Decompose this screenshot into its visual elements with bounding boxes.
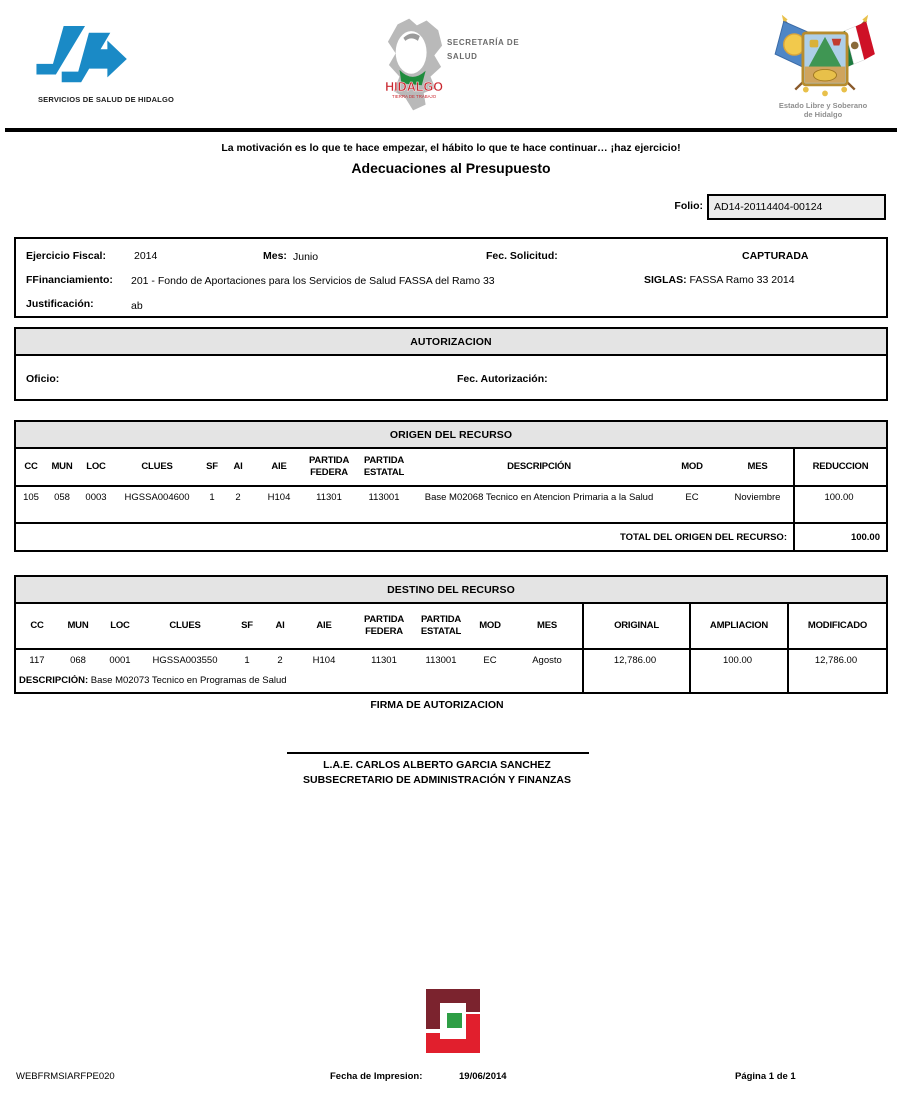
destino-aie: H104 (312, 655, 336, 666)
origen-loc: 0003 (78, 486, 114, 523)
origen-title: ORIGEN DEL RECURSO (16, 422, 886, 449)
origen-mun: 058 (46, 486, 78, 523)
destino-partida-federa: 11301 (371, 655, 397, 666)
siglas-value: FASSA Ramo 33 2014 (689, 274, 795, 286)
destino-descripcion-value: Base M02073 Tecnico en Programas de Salud (90, 675, 287, 686)
origen-data-row (16, 486, 886, 523)
origen-aie: H104 (252, 486, 306, 523)
origen-mes: Noviembre (722, 486, 794, 523)
destino-header-row (16, 604, 886, 649)
autorizacion-section (14, 327, 888, 401)
origen-ai: 2 (224, 486, 252, 523)
origen-col-clues: CLUES (114, 449, 200, 486)
origen-col-ai: AI (224, 449, 252, 486)
autorizacion-title: AUTORIZACION (16, 329, 886, 356)
page-title: Adecuaciones al Presupuesto (351, 160, 551, 176)
hidalgo-tagline: TIERRA DE TRABAJO (391, 93, 437, 99)
secretaria-line1: SECRETARÍA DE (447, 38, 520, 47)
destino-ai: 2 (277, 655, 283, 666)
signature-line (287, 752, 589, 754)
destino-descripcion-cell (16, 675, 583, 692)
status-badge: CAPTURADA (742, 250, 809, 262)
destino-title: DESTINO DEL RECURSO (16, 577, 886, 604)
destino-ampliacion: 100.00 (690, 649, 788, 675)
oficio-label: Oficio: (26, 373, 60, 385)
siglas-label: SIGLAS: (644, 274, 687, 286)
header-divider (5, 128, 897, 132)
destino-col-sf: SF (228, 604, 266, 649)
destino-mod: EC (483, 655, 497, 666)
fec-solicitud-label: Fec. Solicitud: (486, 250, 558, 262)
origen-col-aie: AIE (252, 449, 306, 486)
request-info-box (14, 237, 888, 318)
destino-col-ai: AI (266, 604, 294, 649)
destino-clues: HGSSA003550 (152, 655, 218, 666)
origen-descripcion: Base M02068 Tecnico en Atencion Primaria a la Salud (416, 486, 662, 523)
ejercicio-fiscal-value: 2014 (134, 250, 158, 262)
folio-value-box: AD14-20114404-00124 (707, 194, 886, 220)
origen-table (16, 449, 886, 550)
origen-col-partida-federa: PARTIDA FEDERA (306, 449, 352, 486)
destino-col-ampliacion: AMPLIACION (690, 604, 788, 649)
destino-data-row (16, 649, 886, 675)
origen-cc: 105 (16, 486, 46, 523)
destino-table (16, 604, 886, 692)
destino-section (14, 575, 888, 694)
origen-reduccion: 100.00 (794, 486, 886, 523)
coat-of-arms-caption (748, 101, 898, 119)
destino-col-mod: MOD (468, 604, 512, 649)
destino-col-original: ORIGINAL (583, 604, 690, 649)
origen-header-row (16, 449, 886, 486)
financiamiento-value: 201 - Fondo de Aportaciones para los Servicios de Salud FASSA del Ramo 33 (131, 275, 495, 287)
ssh-logo-caption: SERVICIOS DE SALUD DE HIDALGO (37, 95, 175, 104)
coat-of-arms-icon (762, 9, 888, 108)
destino-descripcion-row (16, 675, 886, 692)
destino-descripcion-label: DESCRIPCIÓN: (19, 675, 89, 686)
destino-cc: 117 (29, 655, 45, 666)
origen-col-mod: MOD (662, 449, 722, 486)
destino-mes: Agosto (532, 655, 562, 666)
footer-logo-icon (418, 985, 488, 1062)
hidalgo-emblem-icon (386, 15, 444, 120)
origen-col-sf: SF (200, 449, 224, 486)
destino-loc: 0001 (109, 655, 131, 666)
origen-partida-estatal: 113001 (352, 486, 416, 523)
origen-col-mun: MUN (46, 449, 78, 486)
origen-partida-federa: 11301 (306, 486, 352, 523)
mes-label: Mes: (263, 250, 287, 262)
origen-total-label: TOTAL DEL ORIGEN DEL RECURSO: (620, 531, 787, 543)
siglas-field (644, 274, 795, 286)
motto-text: La motivación es lo que te hace empezar, el hábito lo que te hace continuar… ¡haz ejercicio! (221, 142, 681, 154)
destino-col-partida-estatal: PARTIDA ESTATAL (414, 604, 468, 649)
signatory-role: SUBSECRETARIO DE ADMINISTRACIÓN Y FINANZAS (303, 774, 571, 786)
destino-col-partida-federa: PARTIDA FEDERA (354, 604, 414, 649)
justificacion-label: Justificación: (26, 298, 94, 310)
origen-col-partida-estatal: PARTIDA ESTATAL (352, 449, 416, 486)
destino-sf: 1 (244, 655, 250, 666)
origen-total-row (16, 523, 886, 550)
mes-value: Junio (293, 251, 319, 263)
fec-autorizacion-label: Fec. Autorización: (457, 373, 548, 385)
footer-fecha-label: Fecha de Impresion: (330, 1071, 423, 1082)
origen-col-descripcion: DESCRIPCIÓN (416, 449, 662, 486)
coat-caption-line2: de Hidalgo (803, 110, 843, 119)
destino-mun: 068 (70, 655, 86, 666)
destino-col-cc: CC (16, 604, 58, 649)
justificacion-value: ab (131, 300, 143, 312)
footer-form-code: WEBFRMSIARFPE020 (16, 1071, 115, 1082)
origen-mod: EC (662, 486, 722, 523)
signatory-name: L.A.E. CARLOS ALBERTO GARCIA SANCHEZ (323, 759, 551, 771)
ssh-logo-icon (30, 24, 142, 97)
origen-col-reduccion: REDUCCION (794, 449, 886, 486)
secretaria-line2: SALUD (447, 52, 478, 61)
destino-modificado: 12,786.00 (788, 649, 886, 675)
footer-page-number: Página 1 de 1 (735, 1071, 796, 1082)
destino-original: 12,786.00 (583, 649, 690, 675)
origen-col-mes: MES (722, 449, 794, 486)
destino-col-mun: MUN (58, 604, 98, 649)
origen-clues: HGSSA004600 (114, 486, 200, 523)
hidalgo-word: HIDALGO (386, 80, 443, 95)
financiamiento-label: FFinanciamiento: (26, 274, 113, 286)
destino-partida-estatal: 113001 (425, 655, 457, 666)
firma-title: FIRMA DE AUTORIZACION (370, 699, 504, 711)
coat-caption-line1: Estado Libre y Soberano (778, 101, 868, 110)
origen-col-loc: LOC (78, 449, 114, 486)
destino-col-modificado: MODIFICADO (788, 604, 886, 649)
folio-label: Folio: (674, 200, 703, 212)
destino-col-loc: LOC (98, 604, 142, 649)
destino-col-clues: CLUES (142, 604, 228, 649)
origen-col-cc: CC (16, 449, 46, 486)
secretaria-caption (447, 36, 519, 64)
destino-col-mes: MES (512, 604, 583, 649)
origen-sf: 1 (200, 486, 224, 523)
footer-fecha-value: 19/06/2014 (459, 1071, 507, 1082)
origen-section (14, 420, 888, 552)
destino-col-aie: AIE (294, 604, 354, 649)
origen-total-value: 100.00 (794, 523, 886, 550)
ejercicio-fiscal-label: Ejercicio Fiscal: (26, 250, 106, 262)
